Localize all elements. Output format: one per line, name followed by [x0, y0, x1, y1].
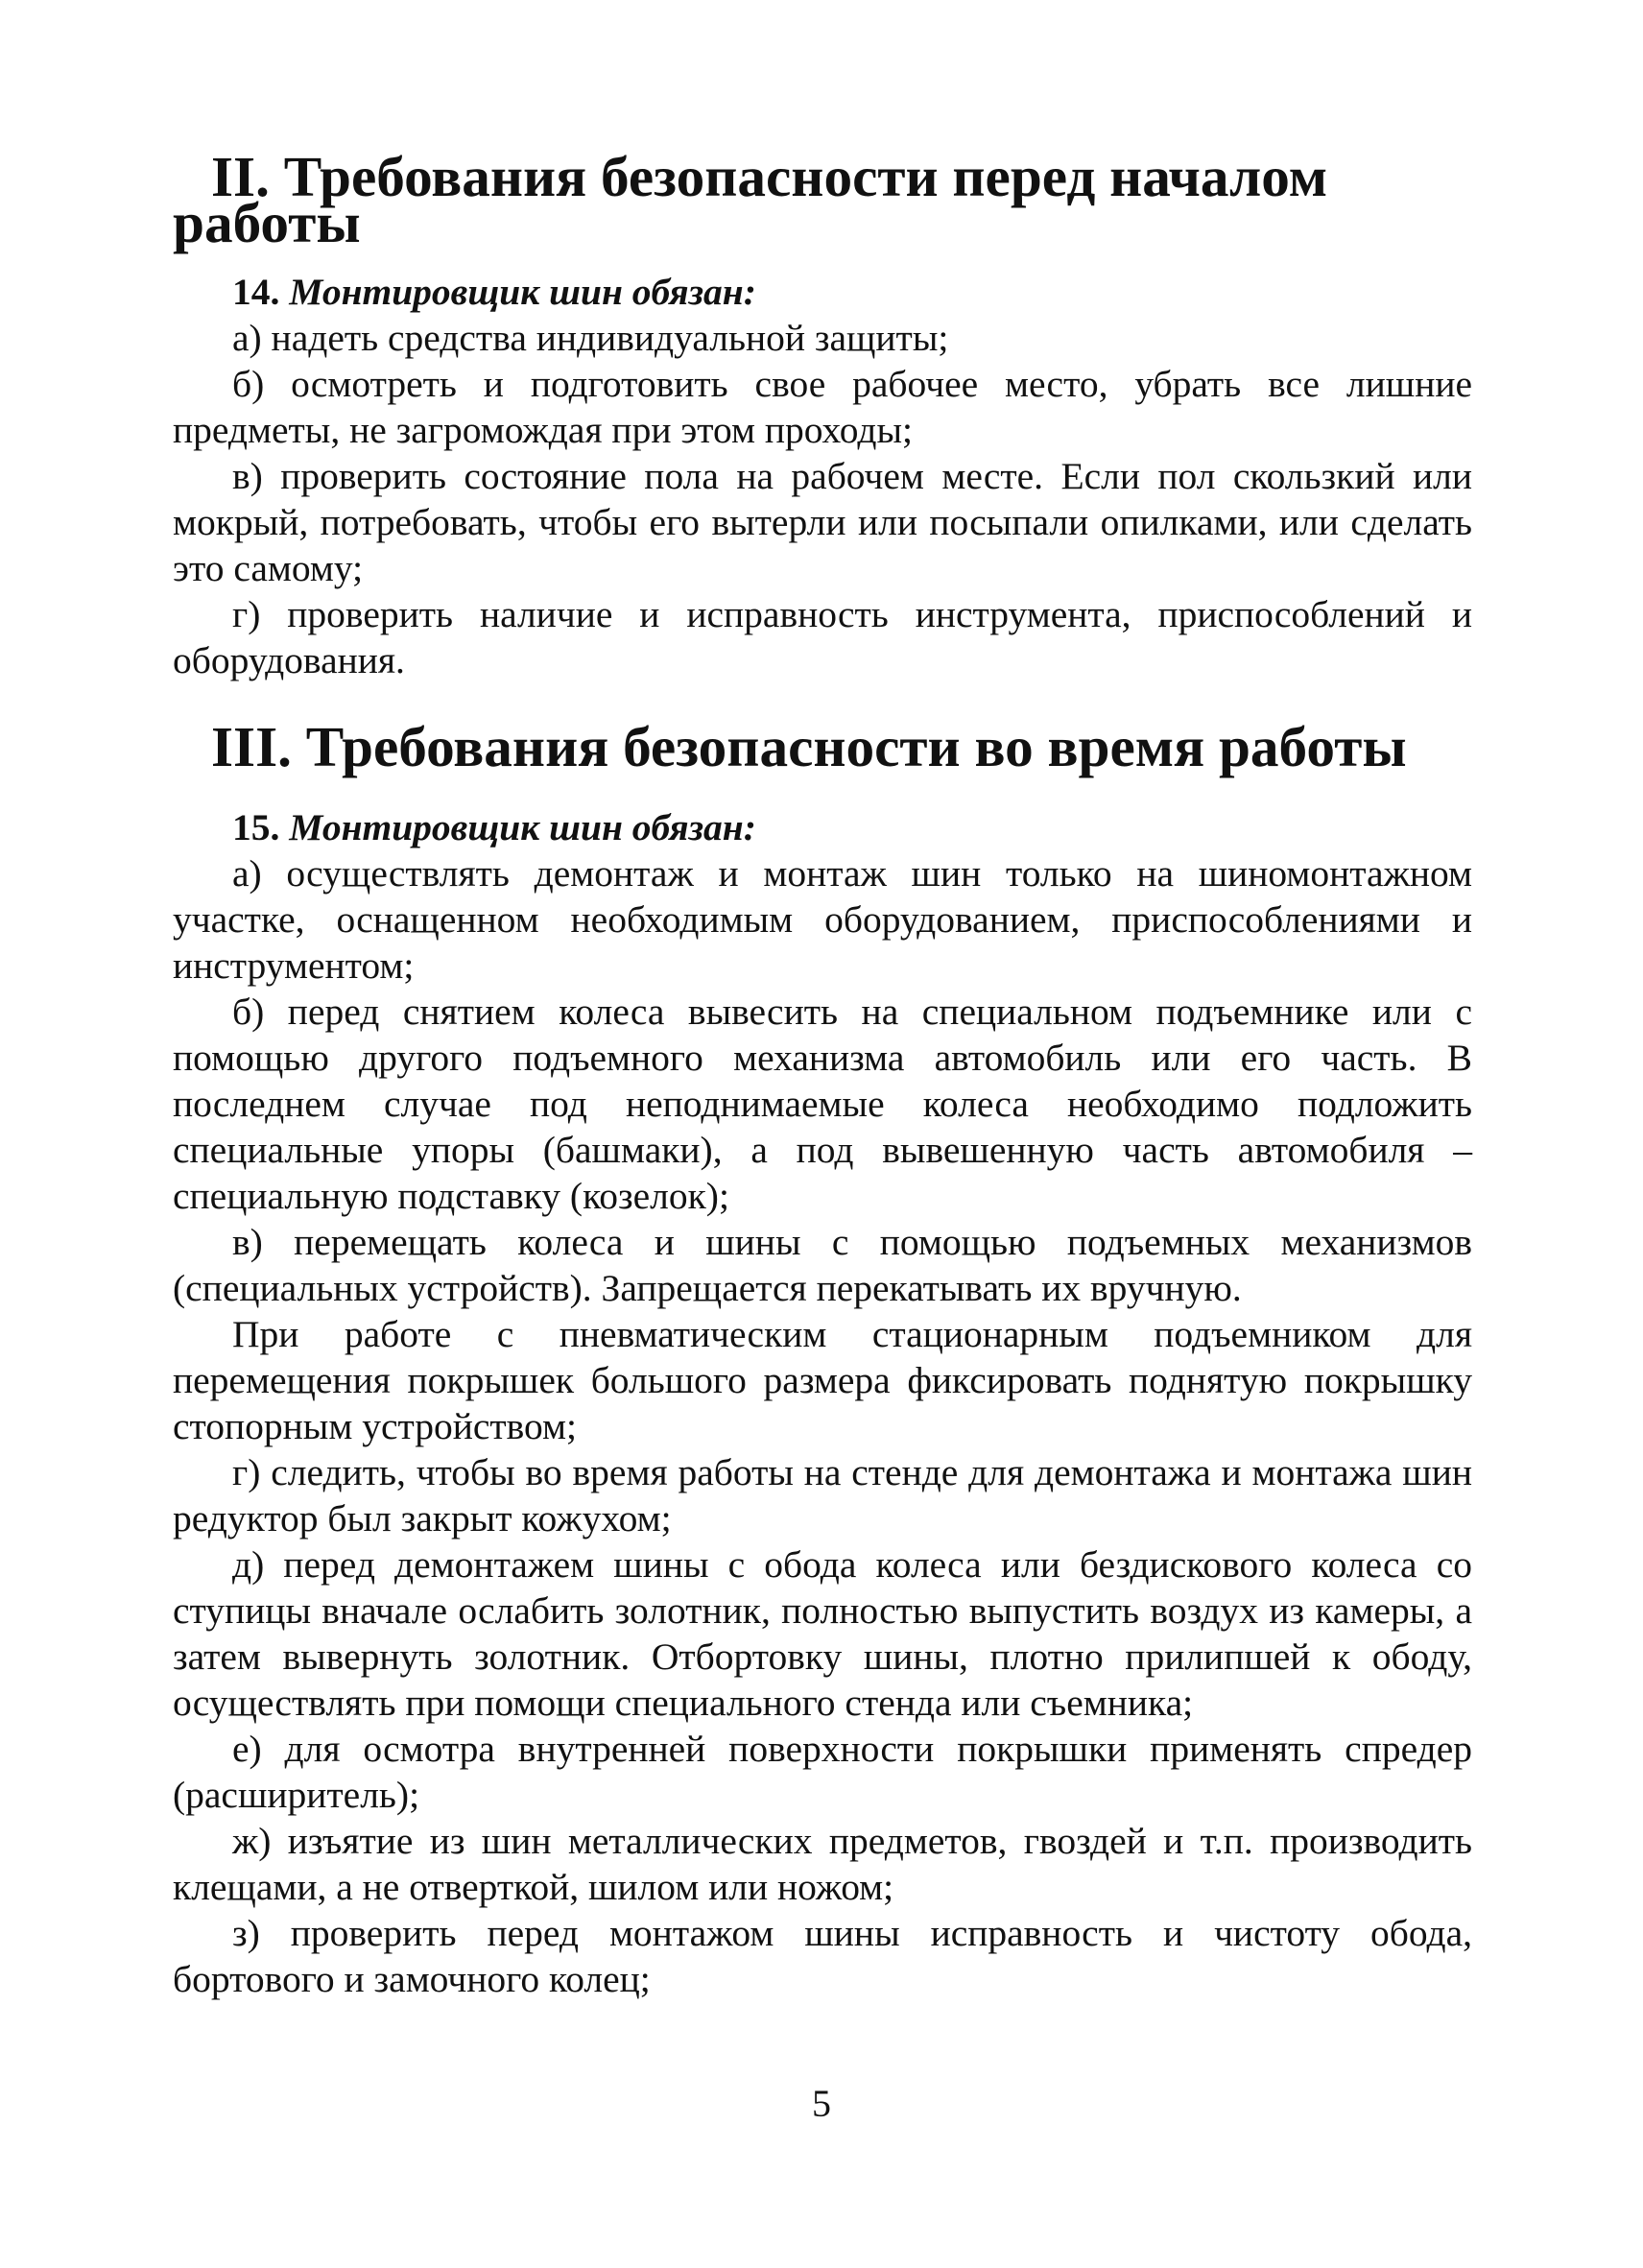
clause-15-number: 15.	[232, 806, 280, 848]
clause-15-heading	[173, 804, 1472, 850]
clause-14-item-b: б) осмотреть и подготовить свое рабочее место, убрать все лишние предметы, не загромождая при этом проходы;	[173, 363, 1472, 451]
section-3-title: III. Требования безопасности во время работы	[211, 715, 1407, 778]
clause-15-item-v: в) перемещать колеса и шины с помощью подъемных механизмов (специальных устройств). Запрещается перекатывать их вручную.	[173, 1221, 1472, 1309]
section-2-title: II. Требования безопасности перед началом работы	[173, 145, 1328, 254]
clause-15-item-zh: ж) изъятие из шин металлических предметов, гвоздей и т.п. производить клещами, а не отверткой, шилом или ножом;	[173, 1820, 1472, 1908]
clause-15-lead: Монтировщик шин обязан:	[289, 806, 756, 848]
clause-15-item-g: г) следить, чтобы во время работы на стенде для демонтажа и монтажа шин редуктор был закрыт кожухом;	[173, 1451, 1472, 1540]
clause-14-number: 14.	[232, 271, 280, 313]
clause-14-item-g: г) проверить наличие и исправность инструмента, приспособлений и оборудования.	[173, 593, 1472, 681]
clause-15-item-a: а) осуществлять демонтаж и монтаж шин только на шиномонтажном участке, оснащенном необходимым оборудованием, приспособлениями и инструментом;	[173, 852, 1472, 987]
clause-15-item-e: е) для осмотра внутренней поверхности покрышки применять спредер (расширитель);	[173, 1728, 1472, 1816]
clause-14-heading	[173, 269, 1472, 315]
clause-15-item-v-note: При работе с пневматическим стационарным подъемником для перемещения покрышек большого размера фиксировать поднятую покрышку стопорным устройством;	[173, 1313, 1472, 1447]
clause-14-item-v: в) проверить состояние пола на рабочем месте. Если пол скользкий или мокрый, потребовать, чтобы его вытерли или посыпали опилками, или сделать это самому;	[173, 455, 1472, 589]
document-page	[173, 144, 1472, 2002]
clause-15-item-d: д) перед демонтажем шины с обода колеса или бездискового колеса со ступицы вначале ослабить золотник, полностью выпустить воздух из камеры, а затем вывернуть золотник. Отбортовку шины, плотно прилипшей к ободу, осуществлять при помощи специального стенда или съемника;	[173, 1543, 1472, 1724]
clause-15-item-b: б) перед снятием колеса вывесить на специальном подъемнике или с помощью другого подъемного механизма автомобиль или его часть. В последнем случае под неподнимаемые колеса необходимо подложить специальные упоры (башмаки), а под вывешенную часть автомобиля – специальную подставку (козелок);	[173, 991, 1472, 1217]
clause-15-item-z: з) проверить перед монтажом шины исправность и чистоту обода, бортового и замочного колец;	[173, 1912, 1472, 2000]
clause-14-lead: Монтировщик шин обязан:	[289, 271, 756, 313]
clause-14-item-a: а) надеть средства индивидуальной защиты;	[232, 317, 949, 359]
page-number: 5	[812, 2082, 831, 2125]
